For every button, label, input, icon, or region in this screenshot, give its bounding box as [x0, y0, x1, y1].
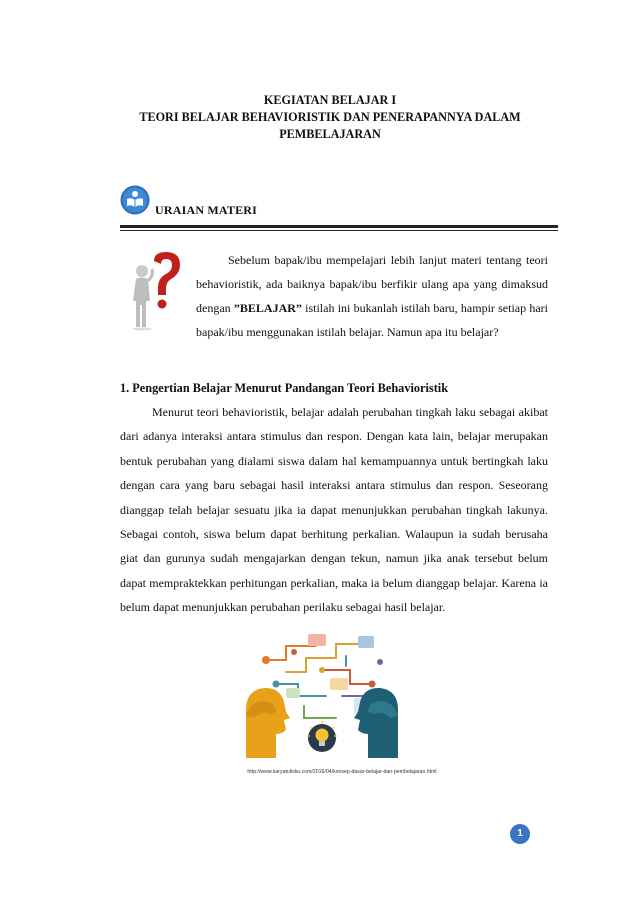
body-paragraph-1-text: Menurut teori behavioristik, belajar adalah perubahan tingkah laku sebagai akibat dari adanya interaksi antara stimulus dan respon. Dengan kata lain, belajar merupakan bentuk perubahan yang dialami siswa dalam hal kemampuannya untuk bertingkah laku dengan cara yang baru sebagai hasil interaksi antara stimulus dan respon. Seseorang dianggap telah belajar sesuatu jika ia dapat menunjukkan perubahan tingkah lakunya. Sebagai contoh, siswa belum dapat berhitung perkalian. Walaupun ia sudah berusaha giat dan gurunya sudah mengajarkan dengan tekun, namun jika anak tersebut belum dapat mempraktekkan perhitungan perkalian, maka ia belum dianggap belajar. Karena ia belum dapat menunjukkan perubahan perilaku sebagai hasil belajar. [120, 405, 548, 615]
title-line-1: KEGIATAN BELAJAR I [263, 93, 397, 107]
figure-caption: http://www.karyatulisku.com/2016/04/konsep-dasar-belajar-dan-pembelajaran.html [247, 769, 437, 775]
section-rule-thin [120, 230, 558, 231]
section-label: URAIAN MATERI [155, 203, 258, 217]
intro-emphasis: ”BELAJAR” [233, 301, 302, 315]
section-header [120, 183, 558, 233]
page-number: 1 [510, 824, 530, 844]
question-mark-person-icon [128, 251, 186, 331]
intro-text-part-1: Sebelum bapak/ibu mempelajari lebih lanjut materi tentang teori behavioristik, ada baiknya bapak/ibu berfikir ulang apa yang dimaksud dengan [196, 253, 548, 315]
intro-paragraph [196, 248, 548, 344]
title-line-3: PEMBELAJARAN [279, 127, 381, 141]
body-paragraph-1 [120, 400, 548, 620]
two-heads-idea-illustration [246, 632, 398, 758]
section-heading-1: 1. Pengertian Belajar Menurut Pandangan Teori Behavioristik [120, 381, 449, 395]
page-title [110, 92, 550, 143]
section-rule-thick [120, 225, 558, 228]
intro-text-part-2: istilah ini bukanlah istilah baru, hampir setiap hari bapak/ibu menggunakan istilah belajar. Namun apa itu belajar? [196, 301, 549, 339]
reading-person-icon [120, 185, 150, 215]
title-line-2: TEORI BELAJAR BEHAVIORISTIK DAN PENERAPANNYA DALAM [139, 110, 521, 124]
